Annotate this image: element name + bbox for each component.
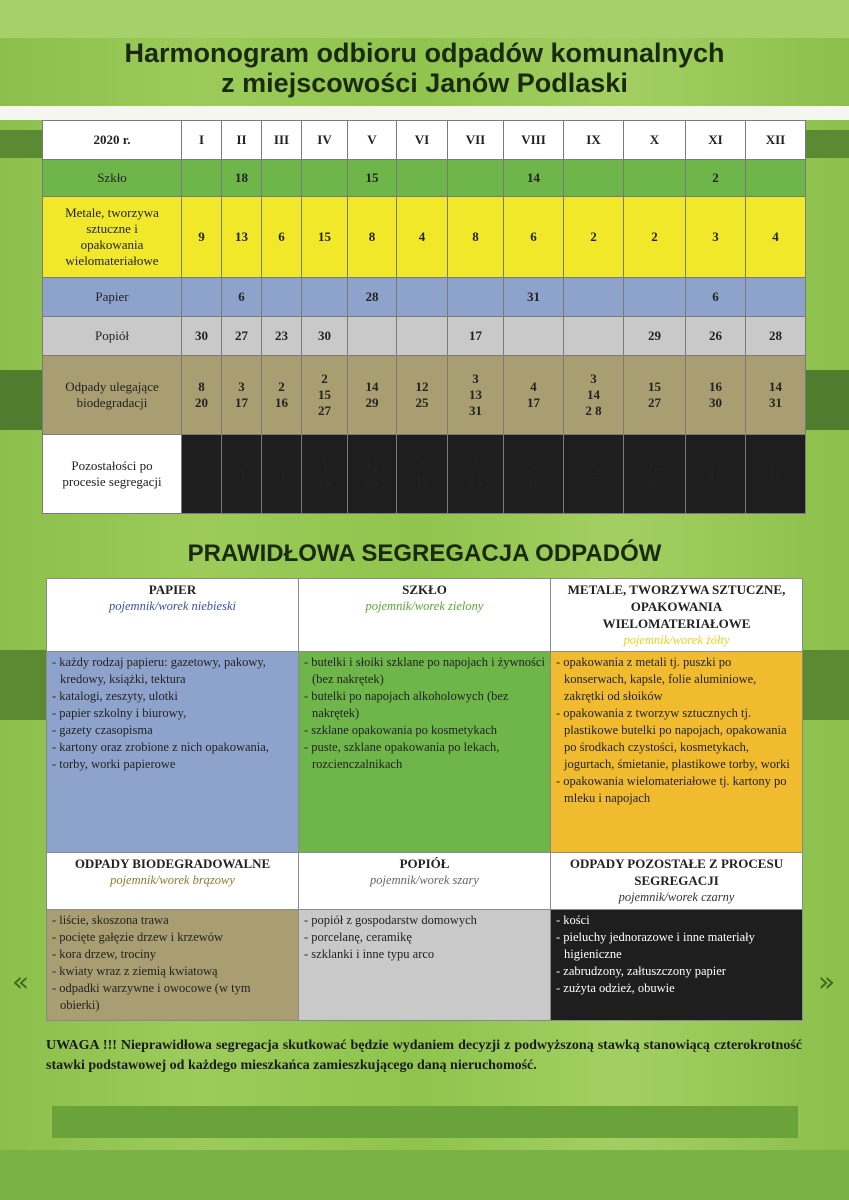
pickup-date-cell: 29: [624, 317, 686, 356]
waste-type-label: Szkło: [43, 160, 182, 197]
pickup-date-cell: 15: [746, 435, 806, 514]
pickup-date-cell: 3 18: [504, 435, 564, 514]
pickup-date-cell: 17: [686, 435, 746, 514]
pickup-date-cell: 30: [302, 317, 348, 356]
bottom-band: [0, 1150, 849, 1200]
month-header: IX: [564, 121, 624, 160]
group-header-bio: [47, 853, 299, 910]
pickup-date-cell: 14 31: [746, 356, 806, 435]
title-line1: Harmonogram odbioru odpadów komunalnych: [124, 38, 725, 68]
pickup-date-cell: 8 20: [182, 356, 222, 435]
pickup-date-cell: 8: [448, 197, 504, 278]
pickup-date-cell: 13: [222, 197, 262, 278]
month-header: VIII: [504, 121, 564, 160]
top-band: [0, 0, 849, 38]
list-item: - pocięte gałęzie drzew i krzewów: [52, 930, 224, 944]
list-item: - odpadki warzywne i owocowe (w tym obierki): [52, 981, 251, 1012]
schedule-row: [43, 317, 806, 356]
group-items-popiol: [299, 910, 551, 1021]
group-header-popiol: [299, 853, 551, 910]
pickup-date-cell: 2: [564, 197, 624, 278]
pickup-date-cell: 3 14 2 8: [564, 356, 624, 435]
pickup-date-cell: [397, 160, 448, 197]
list-item: - pieluchy jednorazowe i inne materiały higieniczne: [556, 930, 755, 961]
pickup-date-cell: [397, 317, 448, 356]
page-title: [0, 38, 849, 98]
pickup-date-cell: [302, 278, 348, 317]
month-header: IV: [302, 121, 348, 160]
group-items-pozostale: [551, 910, 803, 1021]
pickup-date-cell: [746, 278, 806, 317]
list-item: - torby, worki papierowe: [52, 757, 176, 771]
pickup-date-cell: [262, 160, 302, 197]
pickup-date-cell: 2 16: [262, 356, 302, 435]
pickup-date-cell: 2 17: [397, 435, 448, 514]
list-item: - kartony oraz zrobione z nich opakowania,: [52, 740, 269, 754]
pickup-date-cell: 2 15 27: [302, 356, 348, 435]
group-name: SZKŁO: [402, 582, 447, 597]
month-header: I: [182, 121, 222, 160]
waste-type-label: Pozostałości po procesie segregacji: [43, 435, 182, 514]
group-container: pojemnik/worek brązowy: [110, 873, 235, 887]
list-item: - liście, skoszona trawa: [52, 913, 169, 927]
group-header-szklo: [299, 579, 551, 652]
list-item: - zużyta odzież, obuwie: [556, 981, 675, 995]
month-header: V: [348, 121, 397, 160]
waste-type-label: Popiół: [43, 317, 182, 356]
pickup-date-cell: [182, 278, 222, 317]
list-item: - kości: [556, 913, 590, 927]
title-line2: z miejscowości Janów Podlaski: [221, 68, 628, 98]
pickup-date-cell: 6: [262, 197, 302, 278]
schedule-table: [42, 120, 806, 514]
pickup-date-cell: 28: [348, 278, 397, 317]
list-item: - puste, szklane opakowania po lekach, rozcienczalnikach: [304, 740, 500, 771]
pickup-date-cell: 1 14: [302, 435, 348, 514]
month-header: X: [624, 121, 686, 160]
pickup-date-cell: 17: [448, 317, 504, 356]
pickup-date-cell: 9: [182, 197, 222, 278]
group-items-papier: [47, 652, 299, 853]
list-item: - opakowania z metali tj. puszki po konserwach, kapsle, folie aluminiowe, zakrętki od słoików: [556, 655, 757, 703]
pickup-date-cell: 27: [222, 317, 262, 356]
pickup-date-cell: 6: [222, 278, 262, 317]
group-name: POPIÓŁ: [399, 856, 450, 871]
pickup-date-cell: 12 26: [624, 435, 686, 514]
list-item: - popiół z gospodarstw domowych: [304, 913, 477, 927]
pickup-date-cell: 15 27: [624, 356, 686, 435]
group-container: pojemnik/worek żółty: [623, 633, 730, 647]
group-container: pojemnik/worek zielony: [365, 599, 484, 613]
schedule-row: [43, 197, 806, 278]
list-item: - każdy rodzaj papieru: gazetowy, pakowy, kredowy, książki, tektura: [52, 655, 266, 686]
pickup-date-cell: 23: [262, 317, 302, 356]
group-name: ODPADY POZOSTAŁE Z PROCESU SEGREGACJI: [569, 856, 784, 888]
group-header-metale: [551, 579, 803, 652]
group-name: PAPIER: [148, 582, 197, 597]
pickup-date-cell: 4 17: [504, 356, 564, 435]
list-item: - szklanki i inne typu arco: [304, 947, 435, 961]
item-list: [556, 912, 797, 997]
group-items-bio: [47, 910, 299, 1021]
month-header: XII: [746, 121, 806, 160]
list-item: - zabrudzony, załtuszczony papier: [556, 964, 726, 978]
pickup-date-cell: 12 25: [397, 356, 448, 435]
pickup-date-cell: 1 15: [564, 435, 624, 514]
item-list: [556, 654, 797, 807]
pickup-date-cell: 26: [686, 317, 746, 356]
pickup-date-cell: [262, 278, 302, 317]
pickup-date-cell: [624, 160, 686, 197]
pickup-date-cell: [448, 160, 504, 197]
item-list: [304, 912, 545, 963]
list-item: - katalogi, zeszyty, ulotki: [52, 689, 178, 703]
pickup-date-cell: 7: [182, 435, 222, 514]
pickup-date-cell: 4: [397, 197, 448, 278]
title-underline: [0, 106, 849, 120]
pickup-date-cell: 6: [686, 278, 746, 317]
pickup-date-cell: 8: [348, 197, 397, 278]
schedule-row: [43, 278, 806, 317]
bottom-bar: [52, 1106, 798, 1138]
pickup-date-cell: [302, 160, 348, 197]
group-name: METALE, TWORZYWA SZTUCZNE, OPAKOWANIA WIELOMATERIAŁOWE: [567, 582, 786, 631]
list-item: - butelki i słoiki szklane po napojach i żywności (bez nakrętek): [304, 655, 545, 686]
month-header: III: [262, 121, 302, 160]
group-header-papier: [47, 579, 299, 652]
next-arrow-icon[interactable]: »: [818, 965, 836, 998]
pickup-date-cell: [348, 317, 397, 356]
pickup-date-cell: 12 26: [348, 435, 397, 514]
list-item: - opakowania wielomateriałowe tj. kartony po mleku i napojach: [556, 774, 787, 805]
pickup-date-cell: 6: [504, 197, 564, 278]
pickup-date-cell: 18: [222, 160, 262, 197]
pickup-date-cell: [564, 317, 624, 356]
pickup-date-cell: 3: [262, 435, 302, 514]
segregation-table: [46, 578, 803, 1021]
pickup-date-cell: [397, 278, 448, 317]
list-item: - opakowania z tworzyw sztucznych tj. plastikowe butelki po napojach, opakowania po środkach czystości, kosmetykach, jogurtach, śmietanie, plastikowe torby, worki: [556, 706, 790, 771]
pickup-date-cell: 2: [624, 197, 686, 278]
month-header: II: [222, 121, 262, 160]
pickup-date-cell: 14: [504, 160, 564, 197]
pickup-date-cell: 31: [504, 278, 564, 317]
schedule-header-row: [43, 121, 806, 160]
pickup-date-cell: 1 15: [448, 435, 504, 514]
list-item: - butelki po napojach alkoholowych (bez nakrętek): [304, 689, 509, 720]
year-label: 2020 r.: [43, 121, 182, 160]
pickup-date-cell: [504, 317, 564, 356]
list-item: - kora drzew, trociny: [52, 947, 157, 961]
group-name: ODPADY BIODEGRADOWALNE: [74, 856, 271, 871]
pickup-date-cell: 4: [222, 435, 262, 514]
group-header-pozostale: [551, 853, 803, 910]
group-container: pojemnik/worek niebieski: [109, 599, 236, 613]
month-header: VI: [397, 121, 448, 160]
pickup-date-cell: 30: [182, 317, 222, 356]
pickup-date-cell: [624, 278, 686, 317]
schedule-row: [43, 435, 806, 514]
waste-type-label: Odpady ulegające biodegradacji: [43, 356, 182, 435]
pickup-date-cell: 2: [686, 160, 746, 197]
pickup-date-cell: [564, 278, 624, 317]
group-container: pojemnik/worek szary: [370, 873, 479, 887]
list-item: - kwiaty wraz z ziemią kwiatową: [52, 964, 218, 978]
pickup-date-cell: 3: [686, 197, 746, 278]
waste-type-label: Metale, tworzywa sztuczne i opakowania wielomateriałowe: [43, 197, 182, 278]
month-header: VII: [448, 121, 504, 160]
item-list: [52, 912, 293, 1014]
list-item: - szklane opakowania po kosmetykach: [304, 723, 497, 737]
group-items-szklo: [299, 652, 551, 853]
segregation-heading: PRAWIDŁOWA SEGREGACJA ODPADÓW: [187, 540, 662, 567]
list-item: - papier szkolny i biurowy,: [52, 706, 187, 720]
schedule-row: [43, 356, 806, 435]
pickup-date-cell: 16 30: [686, 356, 746, 435]
prev-arrow-icon[interactable]: «: [12, 965, 30, 998]
pickup-date-cell: 4: [746, 197, 806, 278]
pickup-date-cell: [182, 160, 222, 197]
schedule-row: [43, 160, 806, 197]
waste-type-label: Papier: [43, 278, 182, 317]
pickup-date-cell: 15: [302, 197, 348, 278]
item-list: [52, 654, 293, 773]
item-list: [304, 654, 545, 773]
warning-text: UWAGA !!! Nieprawidłowa segregacja skutkować będzie wydaniem decyzji z podwyższoną stawką stanowiącą czterokrotność stawki podstawowej od każdego mieszkańca zamieszkującego daną nieruchomość.: [46, 1038, 802, 1073]
group-items-metale: [551, 652, 803, 853]
group-container: pojemnik/worek czarny: [618, 890, 735, 904]
pickup-date-cell: 3 17: [222, 356, 262, 435]
pickup-date-cell: [564, 160, 624, 197]
month-header: XI: [686, 121, 746, 160]
pickup-date-cell: [746, 160, 806, 197]
pickup-date-cell: 15: [348, 160, 397, 197]
pickup-date-cell: 28: [746, 317, 806, 356]
list-item: - gazety czasopisma: [52, 723, 153, 737]
pickup-date-cell: 3 13 31: [448, 356, 504, 435]
pickup-date-cell: [448, 278, 504, 317]
pickup-date-cell: 14 29: [348, 356, 397, 435]
list-item: - porcelanę, ceramikę: [304, 930, 412, 944]
